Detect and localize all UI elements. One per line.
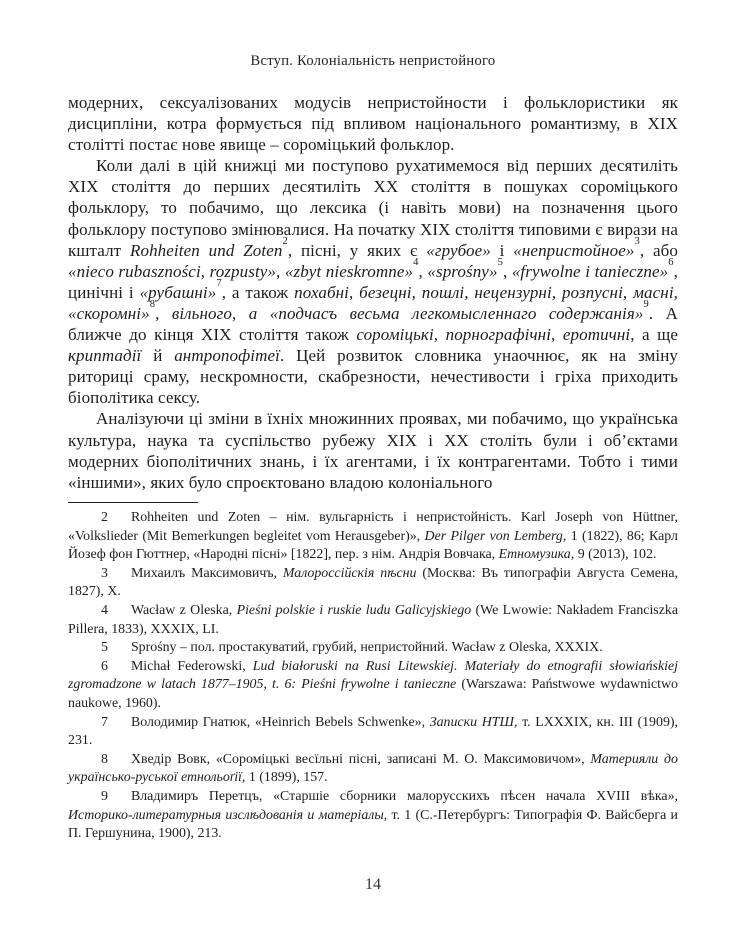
text-segment: й	[141, 346, 175, 366]
text-segment: (Москва: Въ типографіи Августа Семена, 1827), X.	[68, 565, 678, 600]
text-segment: Хведір Вовк, «Сороміцькі весїльні пісні, записані М. О. Максимовичом»,	[130, 751, 591, 767]
text-segment: і	[490, 240, 514, 260]
footnote-number: 5	[101, 640, 108, 656]
text-segment: , 9 (2013), 102.	[570, 547, 657, 563]
footnote-number: 2	[101, 510, 108, 525]
footnote-ref: 5	[497, 257, 503, 269]
footnote-number: 6	[101, 658, 108, 674]
paragraph	[68, 155, 678, 408]
footnote-item	[68, 639, 678, 658]
footnote-ref: 3	[634, 235, 640, 247]
text-segment: Аналізуючи ці зміни в їхніх множинних проявах, ми побачимо, що українська культура, наука та суспільство рубежу XIX і XX століть були і об’єктами модерних біополітичних знань, і їх агентами, і їх контрагентами. Тобто і тими «іншими», яких було спроєктовано владою колоніального	[68, 409, 678, 492]
footnote-item	[68, 658, 678, 714]
text-segment: Коли далі в цій книжці ми поступово рухатимемося від перших десятиліть XIX століття до перших десятиліть XX століття в пошуках сороміцького фольклору, то побачимо, що лексика (і навіть мови) на позначення цього фольклору поступово змінювалися. На початку XIX століття типовими є вирази на кшталт	[68, 156, 678, 260]
text-segment: «sprośny»	[427, 261, 498, 281]
text-segment: Етномузика	[498, 547, 571, 563]
footnote-item	[68, 788, 678, 844]
text-segment: . А ближче до кінця XIX століття також	[68, 303, 678, 345]
text-segment: ,	[502, 261, 512, 281]
text-segment: ,	[418, 261, 428, 281]
page-number: 14	[365, 876, 381, 893]
text-segment: Rohheiten und Zoten – нім. вульгарність і непристойність. Karl Joseph von Hüttner, «Volkslieder (Mit Bemerkungen begleitet vom Herausgeber)»,	[68, 510, 678, 544]
text-segment: Michał Federowski,	[130, 658, 253, 674]
text-segment: Историко-литературныя изслѣдованія и матеріалы	[68, 807, 384, 823]
paragraph	[68, 92, 678, 155]
text-segment: «nieco rubaszności, rozpusty», «zbyt nieskromne»	[68, 261, 414, 281]
footnotes-block	[68, 509, 678, 844]
text-segment: , 1 (1822), 86; Карл Йозеф фон Гюттнер, «Народні пісні» [1822], пер. з нім. Андрія Вовчака,	[68, 528, 678, 563]
text-segment: , т. LXXXIX, кн. III (1909), 231.	[68, 714, 678, 749]
text-segment: , або	[639, 240, 678, 260]
text-segment: Володимир Гнатюк, «Heinrich Bebels Schwenke»,	[130, 714, 430, 730]
text-segment: . Цей розвиток словника унаочнює, як на зміну риториці сраму, нескромности, скабрезности, нечестивости і гріха приходить біополітика сексу.	[68, 346, 678, 408]
footnote-item	[68, 565, 678, 602]
text-segment: криптадії	[68, 346, 142, 366]
text-segment: а ще	[634, 325, 678, 345]
footnote-ref: 8	[149, 299, 156, 311]
text-segment: модерних, сексуалізованих модусів непристойности і фольклористики як дисципліни, котра формується під впливом національного романтизму, в XIX столітті постає нове явище – сороміцький фольклор.	[68, 93, 678, 155]
text-segment: Михаилъ Максимовичъ,	[130, 565, 283, 581]
text-segment: , а також	[221, 282, 295, 302]
footnote-ref: 9	[643, 299, 649, 311]
footnote-ref: 6	[668, 257, 674, 269]
text-segment: «грубое»	[426, 240, 491, 260]
text-segment: похабні, безецні, пошлі, нецензурні, розпусні, масні, «скоромні»	[68, 282, 678, 323]
text-segment: «рубашні»	[139, 282, 217, 302]
footnote-item	[68, 602, 678, 639]
running-head: Вступ. Колоніальність непристойного	[250, 53, 496, 69]
footnote-number: 3	[101, 565, 108, 581]
body-text	[68, 92, 678, 493]
footnote-ref: 2	[282, 235, 288, 247]
text-segment: Der Pilger von Lemberg	[424, 528, 563, 544]
text-segment: Sprośny – пол. простакуватий, грубий, непристойний. Wacław z Oleska, XXXIX.	[130, 640, 603, 656]
text-segment: , цинічні і	[68, 261, 678, 302]
footnote-number: 8	[101, 751, 108, 767]
text-segment: (We Lwowie: Nakładem Franciszka Pillera, 1833), XXXIX, LI.	[68, 602, 678, 637]
footnote-ref: 7	[216, 278, 222, 290]
text-segment: антропофітеї	[174, 346, 280, 366]
footnote-separator	[68, 502, 198, 503]
footnote-ref: 4	[413, 257, 419, 269]
text-segment: сороміцькі, порнографічні, еротичні,	[356, 325, 635, 345]
text-segment: «непристойное»	[513, 240, 635, 260]
text-segment: , вільного, а «подчасъ весьма легкомысленнаго содержанія»	[155, 303, 644, 323]
paragraph	[68, 408, 678, 492]
text-segment: Записки НТШ	[429, 714, 514, 730]
text-segment: , пісні, у яких є	[287, 240, 427, 260]
footnote-item	[68, 509, 678, 565]
footnote-number: 7	[101, 714, 108, 730]
text-segment: Rohheiten und Zoten	[130, 240, 283, 260]
text-segment: Wacław z Oleska,	[130, 602, 237, 618]
text-segment: Владимиръ Перетцъ, «Старшіе сборники малорусскихъ пѣсен начала XVIII вѣка»,	[130, 788, 678, 804]
text-segment: Материяли до українсько-руської етнольоґії	[68, 751, 678, 786]
text-segment: , 1 (1899), 157.	[241, 770, 328, 786]
footnote-item	[68, 714, 678, 751]
text-segment: Pieśni polskie i ruskie ludu Galicyjskiego	[236, 602, 472, 618]
footnote-number: 4	[101, 602, 108, 618]
text-segment: Lud białoruski na Rusi Litewskiej. Materiały do etnografii słowiańskiej zgromadzone w latach 1877–1905, t. 6: Pieśni frywolne i tanieczne	[68, 658, 678, 693]
text-segment: Малороссійскія пѣсни	[282, 565, 417, 581]
footnote-number: 9	[101, 788, 108, 804]
text-segment: , т. 1 (С.-Петербургъ: Типографія Ф. Вайсберга и П. Гершунина, 1900), 213.	[68, 807, 678, 842]
text-segment: «frywolne i tanieczne»	[511, 261, 669, 281]
text-segment: (Warszawa: Państwowe wydawnictwo naukowe, 1960).	[68, 677, 678, 711]
footnote-item	[68, 751, 678, 788]
